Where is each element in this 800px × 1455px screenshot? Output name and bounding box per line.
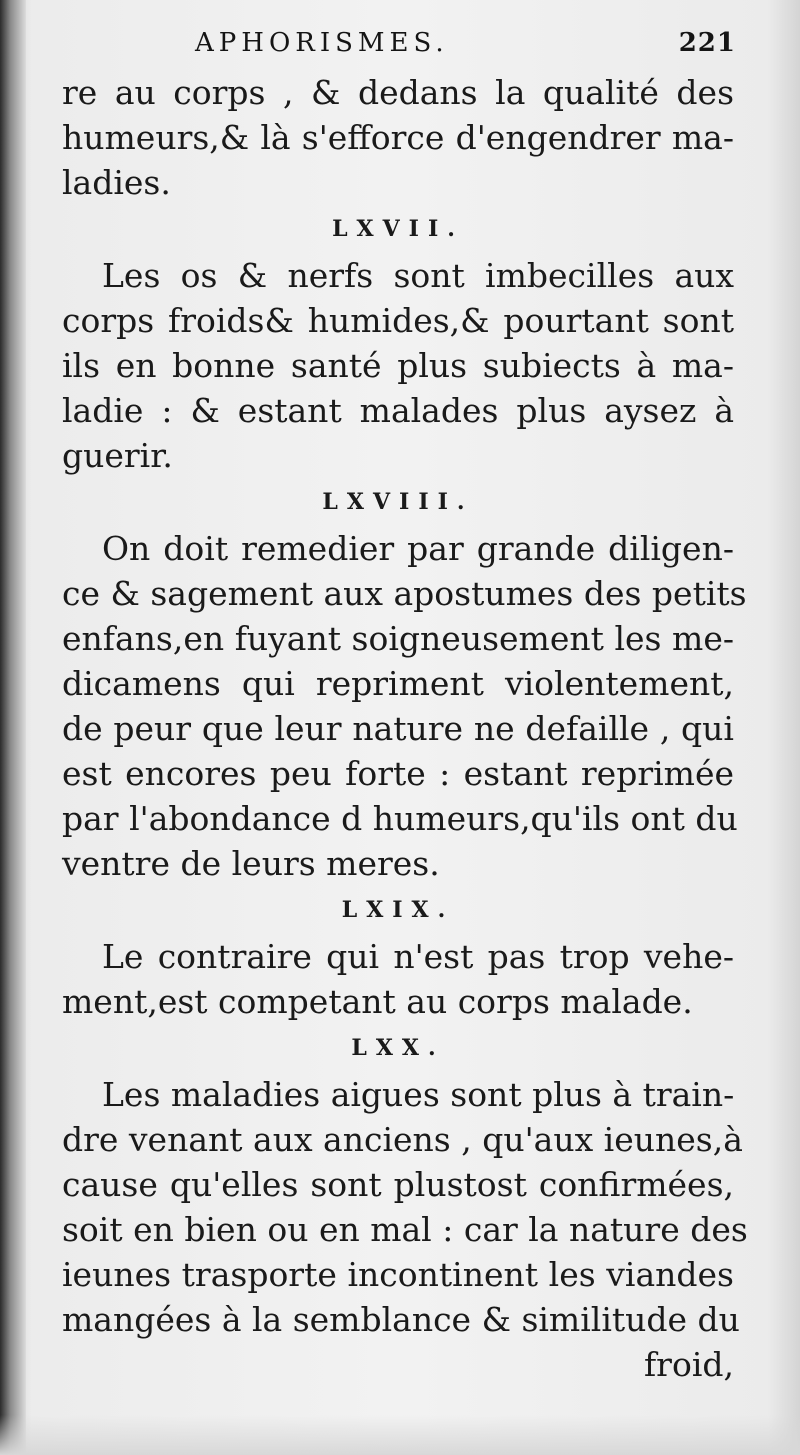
text-line: ils en bonne santé plus subiects à ma-: [62, 346, 734, 385]
page-gutter-shadow: [0, 0, 26, 1455]
text-line: dre venant aux anciens , qu'aux ieunes,à: [62, 1120, 743, 1159]
text-line: ce & sagement aux apostumes des petits: [62, 574, 747, 613]
running-header: [195, 28, 736, 68]
text-line: de peur que leur nature ne defaille , qui: [62, 709, 734, 748]
text-line: dicamens qui repriment violentement,: [62, 664, 734, 703]
page-number: 221: [678, 28, 736, 58]
text-line: humeurs,& là s'efforce d'engendrer ma-: [62, 118, 734, 157]
text-line: mangées à la semblance & similitude du: [62, 1300, 740, 1339]
page-bottom-edge: [0, 1415, 800, 1455]
text-line: Le contraire qui n'est pas trop vehe-: [102, 937, 734, 976]
text-line: guerir.: [62, 436, 173, 475]
text-line: Les os & nerfs sont imbecilles aux: [102, 256, 734, 295]
text-line: est encores peu forte : estant reprimée: [62, 754, 734, 793]
text-line: ment,est competant au corps malade.: [62, 982, 693, 1021]
text-line: soit en bien ou en mal : car la nature des: [62, 1210, 748, 1249]
text-line: ladie : & estant malades plus aysez à: [62, 391, 734, 430]
text-line: cause qu'elles sont plustost confirmées,: [62, 1165, 734, 1204]
text-line: Les maladies aigues sont plus à train-: [102, 1075, 735, 1114]
text-line: enfans,en fuyant soigneusement les me-: [62, 619, 734, 658]
catchword-line: froid,: [643, 1345, 734, 1384]
aphorism-number: LXVIII.: [322, 489, 474, 515]
text-line: ieunes trasporte incontinent les viandes: [62, 1255, 734, 1294]
aphorism-number: LXIX.: [341, 897, 455, 923]
running-title: APHORISMES.: [195, 28, 449, 58]
page-body: [62, 70, 748, 1387]
text-line: ventre de leurs meres.: [62, 844, 440, 883]
aphorism-number: LXX.: [351, 1035, 445, 1061]
text-line: corps froids& humides,& pourtant sont: [62, 301, 734, 340]
text-line: ladies.: [62, 163, 171, 202]
text-line: par l'abondance d humeurs,qu'ils ont du: [62, 799, 738, 838]
text-line: re au corps , & dedans la qualité des: [62, 73, 734, 112]
aphorism-number: LXVII.: [332, 216, 464, 242]
text-line: On doit remedier par grande diligen-: [102, 529, 734, 568]
